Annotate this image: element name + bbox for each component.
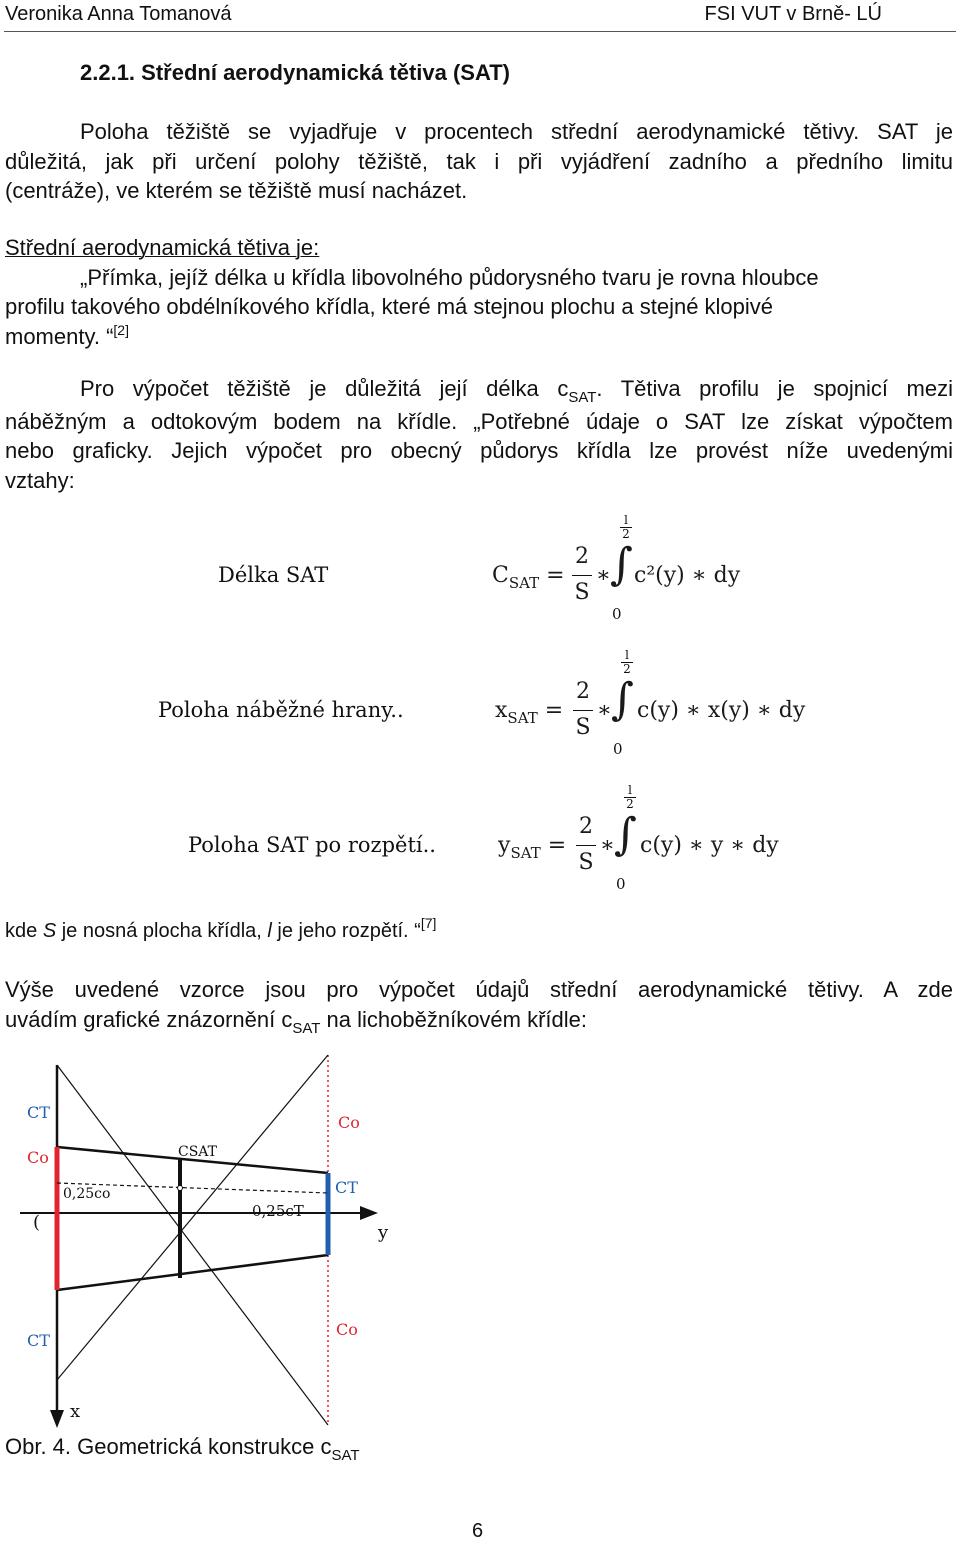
label-ct-top: CT	[27, 1103, 50, 1122]
label-quarter-ct: 0,25cT	[252, 1202, 304, 1220]
label-y-axis: y	[378, 1222, 389, 1243]
integral-lower-limit: 0	[616, 875, 626, 893]
integral-upper-limit: l 2	[621, 649, 633, 676]
paragraph-line: důležitá, jak při určení polohy těžiště, tak i při vyjádření zadního a předního limitu	[5, 148, 953, 174]
paragraph-line: Výše uvedené vzorce jsou pro výpočet údajů střední aerodynamické tětivy. A zde	[5, 977, 953, 1002]
trailing-edge	[57, 1255, 328, 1290]
paragraph-graphic-intro: Výše uvedené vzorce jsou pro výpočet údajů střední aerodynamické tětivy. A zde uvádím grafické znázornění $c_{SAT}$ na lichoběžníkovém křídle:	[5, 977, 953, 1037]
label-ct-bottom: CT	[27, 1331, 50, 1350]
paragraph-text: . Tětiva profilu je spojnicí mezi	[596, 376, 953, 401]
formula-label: Poloha náběžné hrany..	[158, 698, 404, 722]
formula-lhs: $C_{SAT}$ =	[492, 563, 565, 592]
paragraph-line: Poloha těžiště se vyjadřuje v procentech střední aerodynamické tětivy. SAT je	[80, 119, 953, 144]
label-co-top-right: Co	[338, 1113, 360, 1132]
paragraph-line: náběžným a odtokovým bodem na křídle. „Potřebné údaje o SAT lze získat výpočtem	[5, 408, 953, 434]
fraction-numerator: 2	[576, 679, 590, 704]
fraction-denominator: S	[578, 850, 594, 875]
fraction-bar	[576, 845, 596, 846]
paragraph-line: nebo graficky. Jejich výpočet pro obecný půdorys křídla lze provést níže uvedenými	[5, 438, 953, 463]
figure-caption: Obr. 4. Geometrická konstrukce $c_{SAT}$	[5, 1434, 360, 1464]
x-axis-arrow	[50, 1410, 64, 1428]
label-ct-right: CT	[335, 1178, 358, 1197]
subscript: SAT	[568, 389, 597, 406]
paragraph-text: Pro výpočet těžiště je důležitá její délka c	[80, 376, 569, 401]
definition-line: profilu takového obdélníkového křídla, které má stejnou plochu a stejné klopivé	[5, 294, 774, 319]
header-author: Veronika Anna Tomanová	[5, 3, 232, 25]
header-rule	[4, 31, 956, 32]
formula-lhs: $x_{SAT}$ =	[495, 698, 564, 727]
subscript: SAT	[292, 1019, 321, 1037]
multiply-sign: ∗	[600, 833, 615, 858]
paragraph-calc	[5, 374, 953, 495]
page-number: 6	[472, 1520, 484, 1542]
paragraph-intro	[5, 117, 953, 206]
label-quarter-co: 0,25co	[63, 1186, 111, 1202]
integral-upper-limit: l 2	[620, 514, 632, 541]
formula-lhs: $y_{SAT}$ =	[498, 833, 567, 862]
label-x-axis: x	[70, 1401, 81, 1422]
definition-line: momenty. “	[5, 323, 114, 349]
symbol-explanation: kde S je nosná plocha křídla, l je jeho rozpětí. “[7]	[5, 915, 437, 942]
citation-ref: [2]	[113, 321, 129, 338]
fraction-numerator: 2	[575, 544, 589, 569]
formula-label: Poloha SAT po rozpětí..	[188, 833, 436, 857]
integrand: c(y) ∗ x(y) ∗ dy	[637, 698, 806, 723]
integrand: c(y) ∗ y ∗ dy	[640, 833, 779, 858]
label-co-bottom-right: Co	[336, 1320, 358, 1339]
section-number: 2.2.1.	[80, 60, 136, 85]
integral-sign: ∫	[610, 539, 633, 590]
formula-label: Délka SAT	[218, 563, 329, 587]
citation-ref: [7]	[420, 915, 437, 931]
multiply-sign: ∗	[596, 563, 611, 588]
paragraph-line: vztahy:	[5, 467, 75, 493]
fraction-denominator: S	[574, 580, 590, 605]
integral-sign: ∫	[611, 674, 634, 725]
label-csat: CSAT	[178, 1144, 217, 1160]
definition-block	[5, 233, 953, 354]
integral-upper-limit: l 2	[624, 784, 636, 811]
paragraph-line: (centráže), ve kterém se těžiště musí nacházet.	[5, 178, 468, 203]
integrand: c²(y) ∗ dy	[634, 563, 741, 588]
header-institution: FSI VUT v Brně- LÚ	[704, 3, 882, 25]
integral-sign: ∫	[614, 809, 637, 860]
integral-lower-limit: 0	[612, 605, 622, 623]
section-heading	[80, 60, 510, 86]
y-axis-arrow	[360, 1206, 378, 1220]
integral-lower-limit: 0	[613, 740, 623, 758]
fraction-bar	[572, 575, 592, 576]
fraction-denominator: S	[575, 715, 591, 740]
definition-heading: Střední aerodynamická tětiva je:	[5, 235, 320, 260]
section-title: Střední aerodynamická tětiva (SAT)	[141, 60, 510, 85]
definition-line: „Přímka, jejíž délka u křídla libovolného půdorysného tvaru je rovna hloubce	[80, 264, 819, 290]
sat-quarter-point	[178, 1186, 183, 1191]
fraction-numerator: 2	[579, 814, 593, 839]
multiply-sign: ∗	[597, 698, 612, 723]
fraction-bar	[573, 710, 593, 711]
label-origin: (	[33, 1212, 41, 1233]
sat-construction-diagram	[0, 1050, 420, 1430]
label-co-left: Co	[27, 1148, 49, 1167]
diagonal-line	[57, 1065, 328, 1425]
